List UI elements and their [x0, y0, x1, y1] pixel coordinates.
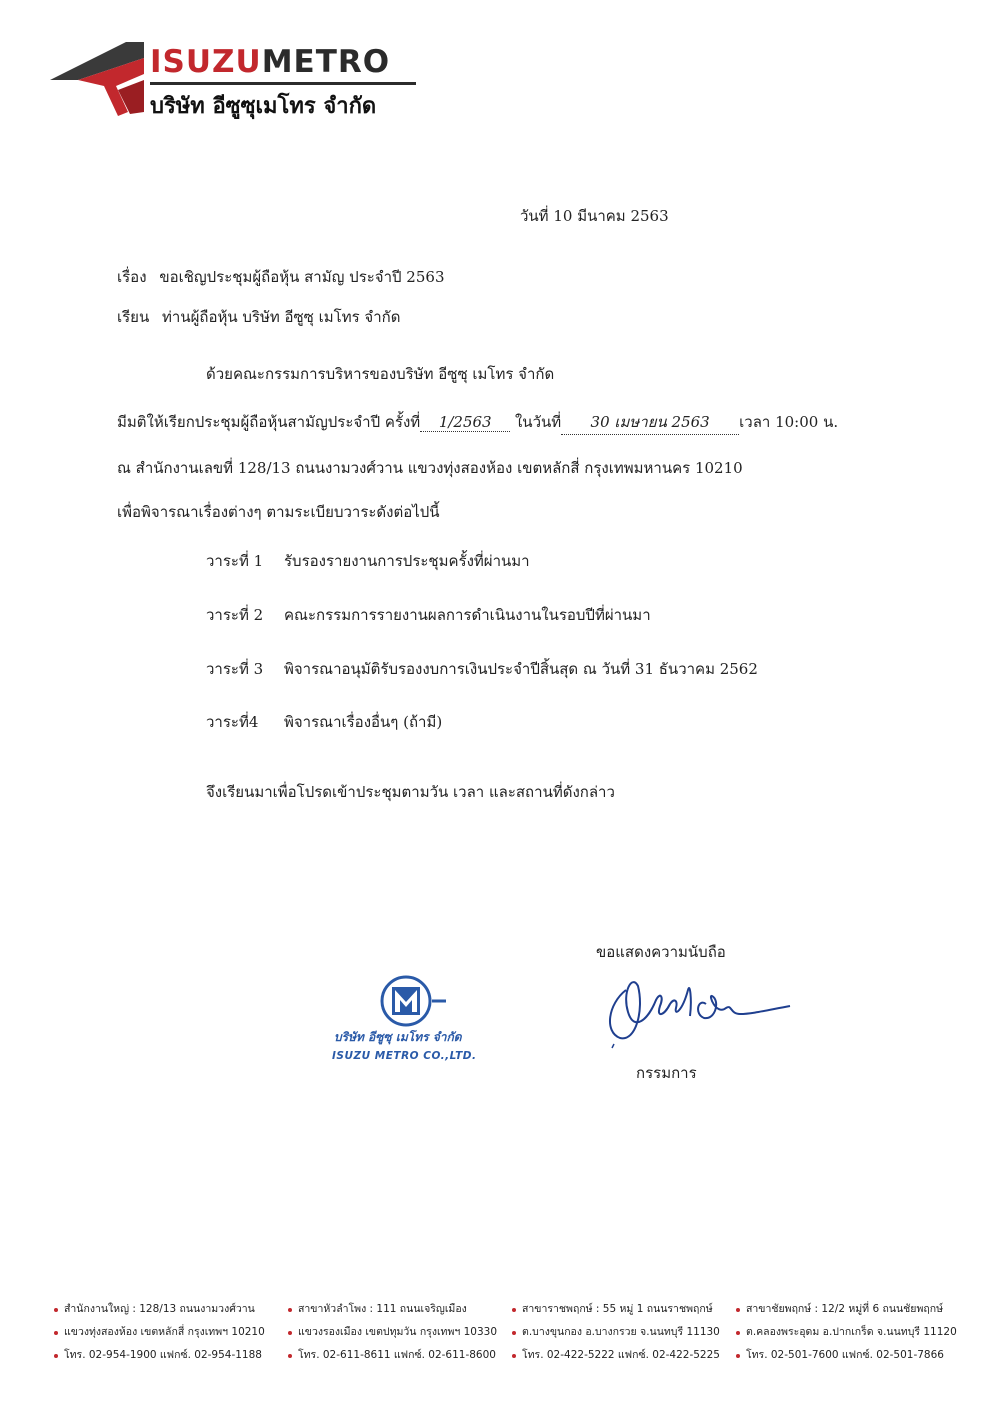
company-stamp	[330, 972, 480, 1078]
agenda-text: คณะกรรมการรายงานผลการดำเนินงานในรอบปีที่ผ่านมา	[284, 606, 651, 624]
footer-line: สาขาหัวลำโพง : 111 ถนนเจริญเมือง	[288, 1298, 510, 1321]
signer-title: กรรมการ	[636, 1064, 697, 1082]
footer-office	[54, 1298, 276, 1367]
logo-brand-red: ISUZU	[150, 44, 262, 80]
footer-line: สาขาชัยพฤกษ์ : 12/2 หมู่ที่ 6 ถนนชัยพฤกษ์	[736, 1298, 958, 1321]
footer-office	[288, 1298, 510, 1367]
recipient-line	[117, 305, 400, 329]
purpose-line: เพื่อพิจารณาเรื่องต่างๆ ตามระเบียบวาระดังต่อไปนี้	[117, 503, 440, 521]
meeting-date: 30 เมษายน 2563	[561, 410, 739, 435]
footer-line: ต.บางขุนกอง อ.บางกรวย จ.นนทบุรี 11130	[512, 1321, 734, 1344]
recipient-text: ท่านผู้ถือหุ้น บริษัท อีซูซุ เมโทร จำกัด	[162, 308, 401, 326]
logo-roof-graphic	[48, 38, 158, 118]
agenda-text: รับรองรายงานการประชุมครั้งที่ผ่านมา	[284, 552, 530, 570]
resolution-prefix: มีมติให้เรียกประชุมผู้ถือหุ้นสามัญประจำปี ครั้งที่	[117, 413, 421, 431]
venue-line: ณ สำนักงานเลขที่ 128/13 ถนนงามวงศ์วาน แขวงทุ่งสองห้อง เขตหลักสี่ กรุงเทพมหานคร 10210	[117, 459, 743, 477]
subject-line	[117, 265, 444, 289]
regards-line: ขอแสดงความนับถือ	[596, 943, 726, 961]
resolution-line	[117, 410, 838, 435]
agenda-item	[206, 549, 530, 573]
footer-office	[736, 1298, 958, 1367]
agenda-item	[206, 603, 651, 627]
agenda-label: วาระที่ 3	[206, 660, 264, 678]
agenda-label: วาระที่ 2	[206, 606, 264, 624]
logo-underline	[150, 82, 416, 85]
footer-line: โทร. 02-501-7600 แฟกซ์. 02-501-7866	[736, 1344, 958, 1367]
agenda-label: วาระที่4	[206, 713, 259, 731]
footer-office	[512, 1298, 734, 1367]
subject-text: ขอเชิญประชุมผู้ถือหุ้น สามัญ ประจำปี 2563	[159, 268, 445, 286]
letter-date: วันที่ 10 มีนาคม 2563	[520, 207, 669, 225]
footer-line: สาขาราชพฤกษ์ : 55 หมู่ 1 ถนนราชพฤกษ์	[512, 1298, 734, 1321]
signature	[598, 970, 798, 1050]
subject-label: เรื่อง	[117, 268, 147, 286]
agenda-label: วาระที่ 1	[206, 552, 264, 570]
agenda-text: พิจารณาเรื่องอื่นๆ (ถ้ามี)	[284, 713, 443, 731]
agenda-item	[206, 657, 758, 681]
stamp-line-en: ISUZU METRO CO.,LTD.	[332, 1050, 477, 1062]
stamp-line-th: บริษัท อีซูซุ เมโทร จำกัด	[334, 1030, 462, 1044]
company-logo	[48, 38, 428, 128]
footer-line: สำนักงานใหญ่ : 128/13 ถนนงามวงศ์วาน	[54, 1298, 276, 1321]
date-prefix: ในวันที่	[514, 413, 562, 431]
footer-line: โทร. 02-422-5222 แฟกซ์. 02-422-5225	[512, 1344, 734, 1367]
agenda-item	[206, 710, 442, 734]
recipient-label: เรียน	[117, 308, 150, 326]
logo-brand	[150, 44, 390, 80]
meeting-time: เวลา 10:00 น.	[739, 413, 839, 431]
footer-line: โทร. 02-611-8611 แฟกซ์. 02-611-8600	[288, 1344, 510, 1367]
company-name-th: บริษัท อีซูซุเมโทร จำกัด	[150, 94, 377, 119]
footer-line: แขวงทุ่งสองห้อง เขตหลักสี่ กรุงเทพฯ 10210	[54, 1321, 276, 1344]
footer-line: โทร. 02-954-1900 แฟกซ์. 02-954-1188	[54, 1344, 276, 1367]
footer-line: ต.คลองพระอุดม อ.ปากเกร็ด จ.นนทบุรี 11120	[736, 1321, 958, 1344]
footer-line: แขวงรองเมือง เขตปทุมวัน กรุงเทพฯ 10330	[288, 1321, 510, 1344]
logo-brand-black: METRO	[261, 44, 391, 80]
agenda-text: พิจารณาอนุมัติรับรองงบการเงินประจำปีสิ้นสุด ณ วันที่ 31 ธันวาคม 2562	[284, 660, 758, 678]
intro-paragraph: ด้วยคณะกรรมการบริหารของบริษัท อีซูซุ เมโทร จำกัด	[206, 365, 555, 383]
stamp-emblem-icon	[366, 972, 446, 1030]
closing-line: จึงเรียนมาเพื่อโปรดเข้าประชุมตามวัน เวลา และสถานที่ดังกล่าว	[206, 783, 615, 801]
meeting-number: 1/2563	[420, 413, 510, 432]
